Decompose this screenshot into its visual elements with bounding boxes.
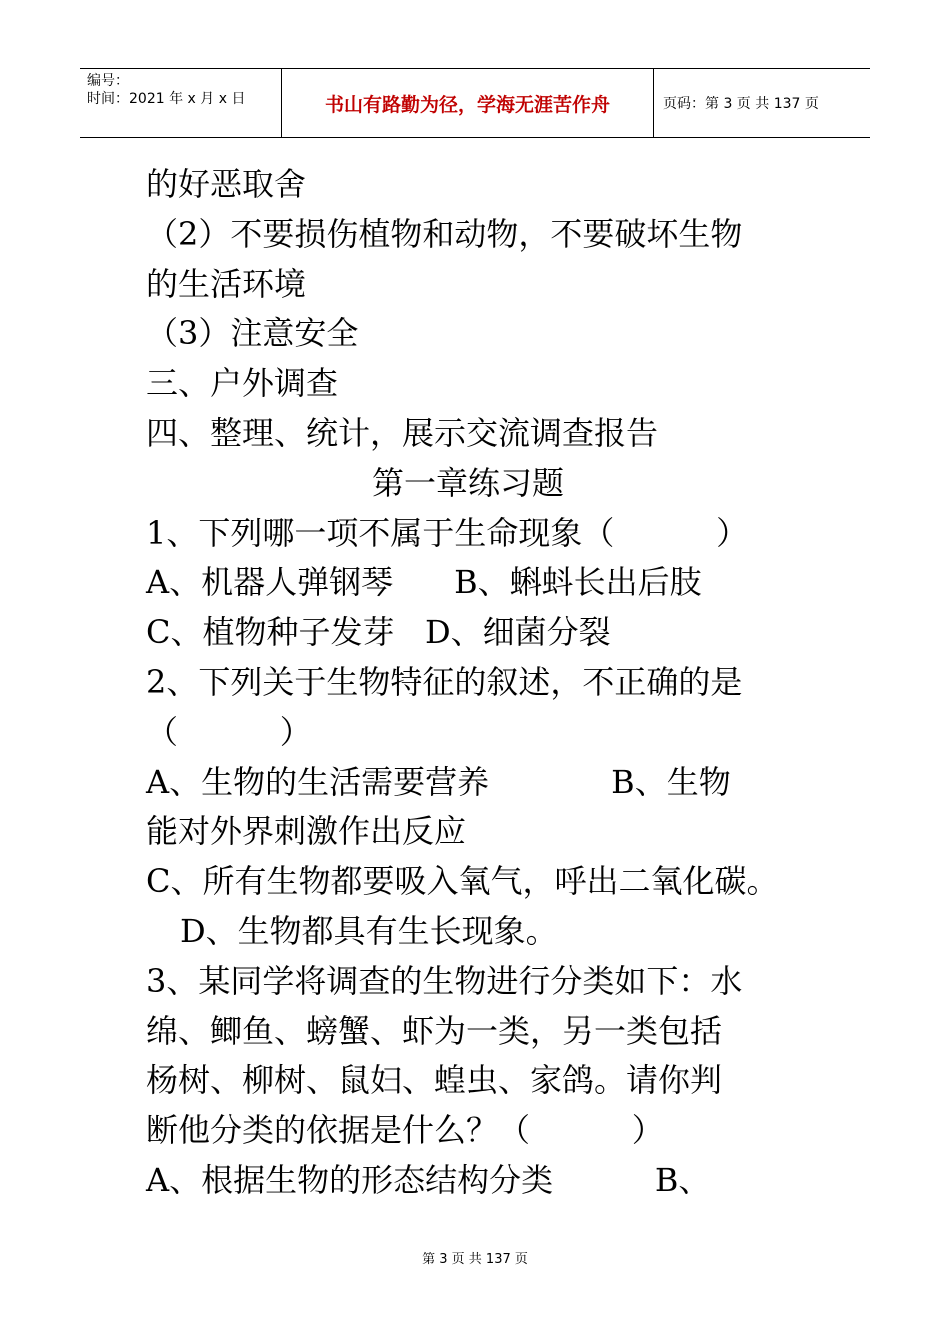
text-line: 断他分类的依据是什么？（ ） [146,1111,664,1150]
option-line: A、机器人弹钢琴 B、蝌蚪长出后肢 [146,563,702,602]
chapter-title: 第一章练习题 [372,463,565,502]
text-line: （2）不要损伤植物和动物，不要破坏生物 [146,214,743,253]
option-line: A、根据生物的形态结构分类 B、 [146,1160,711,1199]
page-header [80,68,870,138]
question-3: 3、某同学将调查的生物进行分类如下：水 [146,961,743,1000]
option-line: C、所有生物都要吸入氧气，呼出二氧化碳。 [146,862,779,901]
text-line: 三、户外调查 [146,364,339,403]
option-line: A、生物的生活需要营养 B、生物 [146,762,731,801]
document-time: 时间：2021 年 x 月 x 日 [87,91,246,107]
page-footer: 第 3 页 共 137 页 [422,1252,528,1267]
header-meta [80,69,282,137]
question-2: 2、下列关于生物特征的叙述，不正确的是 [146,662,743,701]
document-body [146,160,846,1206]
text-line: 杨树、柳树、鼠妇、蝗虫、家鸽。请你判 [146,1061,723,1100]
question-1: 1、下列哪一项不属于生命现象（ ） [146,513,749,552]
text-line: 的生活环境 [146,264,307,303]
option-line: D、生物都具有生长现象。 [180,911,558,950]
text-line: 的好恶取舍 [146,165,307,203]
text-line: （3）注意安全 [146,314,359,353]
document-number-label: 编号： [87,73,129,89]
header-page-info: 页码：第 3 页 共 137 页 [663,96,819,112]
text-line: 绵、鲫鱼、螃蟹、虾为一类，另一类包括 [146,1011,723,1050]
text-line: 四、整理、统计，展示交流调查报告 [146,413,659,452]
answer-blank: （ ） [146,712,312,751]
header-motto: 书山有路勤为径，学海无涯苦作舟 [282,69,654,137]
option-line: 能对外界刺激作出反应 [146,812,467,851]
option-line: C、植物种子发芽 D、细菌分裂 [146,613,611,652]
